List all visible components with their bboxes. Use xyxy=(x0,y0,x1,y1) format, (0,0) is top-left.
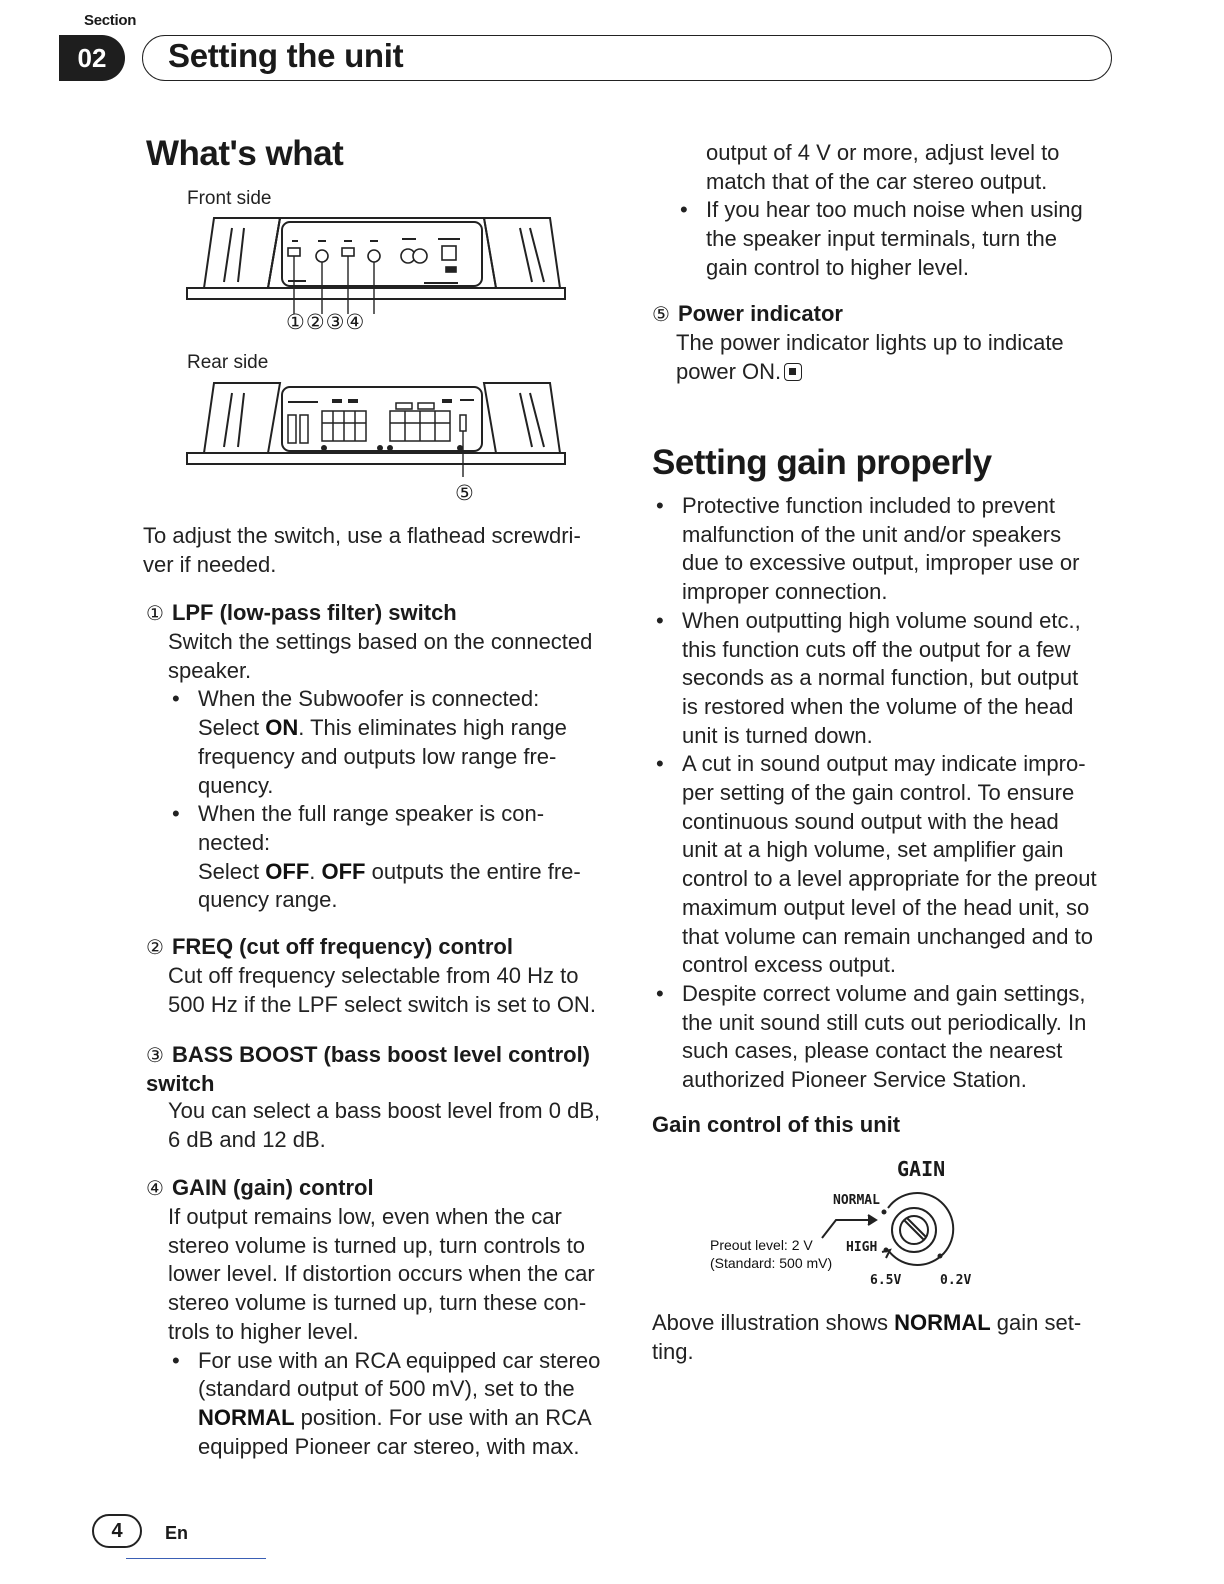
text-line: per setting of the gain control. To ensure xyxy=(682,780,1075,806)
gain-high-label: HIGH xyxy=(846,1240,878,1255)
language-code: En xyxy=(165,1523,189,1543)
rear-side-illustration xyxy=(184,377,568,477)
text-line: The power indicator lights up to indicate xyxy=(676,330,1064,355)
text-segment: power ON. xyxy=(676,358,782,384)
text-line: ting. xyxy=(652,1338,694,1364)
list-item xyxy=(168,685,618,800)
item-title: FREQ (cut off frequency) control xyxy=(171,934,513,959)
text-line: Switch the settings based on the connected xyxy=(168,629,593,654)
footer-rule xyxy=(126,1558,266,1559)
item-number: ① xyxy=(146,603,164,625)
front-side-label: Front side xyxy=(187,188,272,209)
lpf-switch-description xyxy=(168,628,618,915)
text-line: Cut off frequency selectable from 40 Hz to xyxy=(168,963,579,988)
text-line: • A cut in sound output may indicate impro- xyxy=(682,751,1086,777)
list-item xyxy=(652,607,1122,751)
freq-control-heading xyxy=(146,934,513,960)
text-line: frequency and outputs low range fre- xyxy=(198,743,557,769)
text-line: such cases, please contact the nearest xyxy=(682,1038,1063,1064)
gain-control-unit-heading: Gain control of this unit xyxy=(652,1112,901,1137)
text-line: lower level. If distortion occurs when the car xyxy=(168,1261,595,1287)
text-line: • If you hear too much noise when using xyxy=(706,197,1083,223)
text-line: this function cuts off the output for a few xyxy=(682,636,1071,662)
lpf-switch-heading xyxy=(146,600,457,626)
text-line: is restored when the volume of the head xyxy=(682,693,1074,719)
gain-knob-illustration xyxy=(810,1190,970,1285)
gain-control-description xyxy=(168,1203,618,1461)
gain-normal-label: NORMAL xyxy=(833,1193,880,1208)
list-item xyxy=(168,1347,618,1462)
text-line: 6 dB and 12 dB. xyxy=(168,1126,326,1152)
text-line: • When outputting high volume sound etc., xyxy=(682,607,1081,633)
item-number: ② xyxy=(146,937,164,959)
text-line: seconds as a normal function, but output xyxy=(682,665,1079,691)
front-callout-numbers xyxy=(286,310,365,335)
callout-2: ② xyxy=(305,311,326,334)
text-line: control to a level appropriate for the preout xyxy=(682,866,1097,892)
setting-gain-list xyxy=(652,492,1122,1095)
text-line: NORMAL position. For use with an RCA xyxy=(198,1404,592,1430)
power-indicator-description xyxy=(676,329,1126,386)
text-line: control excess output. xyxy=(682,952,897,978)
text-line: match that of the car stereo output. xyxy=(706,168,1048,194)
text-line: malfunction of the unit and/or speakers xyxy=(682,521,1062,547)
text-line: stereo volume is turned up, turn these con- xyxy=(168,1290,587,1316)
text-segment: gain set- xyxy=(990,1310,1082,1335)
item-title: Power indicator xyxy=(677,301,843,326)
item-title: GAIN (gain) control xyxy=(171,1175,374,1200)
text-line: continuous sound output with the head xyxy=(682,808,1059,834)
intro-line: ver if needed. xyxy=(143,551,277,577)
text-line: • For use with an RCA equipped car stereo xyxy=(198,1347,601,1373)
text-line: • When the full range speaker is con- xyxy=(198,801,545,827)
freq-control-description xyxy=(168,962,618,1019)
gain-low-voltage-label: 6.5V xyxy=(870,1273,902,1288)
text-line: the unit sound still cuts out periodically. In xyxy=(682,1009,1087,1035)
item-title: switch xyxy=(146,1071,215,1096)
section-number-badge: 02 xyxy=(59,35,125,81)
text-line: quency. xyxy=(198,772,274,798)
text-line: • When the Subwoofer is connected: xyxy=(198,686,540,712)
bass-boost-description xyxy=(168,1097,618,1154)
text-line: equipped Pioneer car stereo, with max. xyxy=(198,1433,580,1459)
end-of-section-icon xyxy=(784,363,802,381)
text-line: quency range. xyxy=(198,887,338,913)
gain-diagram-title: GAIN xyxy=(897,1157,946,1181)
text-line: speaker. xyxy=(168,657,252,683)
text-line xyxy=(676,358,1126,387)
callout-1: ① xyxy=(286,311,306,334)
list-item xyxy=(676,196,1126,282)
list-item xyxy=(652,492,1122,607)
list-item xyxy=(652,750,1122,980)
intro-line: To adjust the switch, use a flathead screwdri- xyxy=(143,523,581,548)
section-label: Section xyxy=(84,12,137,29)
text-line: gain control to higher level. xyxy=(706,254,969,280)
callout-4: ④ xyxy=(345,311,366,334)
continued-text xyxy=(676,139,1126,283)
list-item xyxy=(652,980,1122,1095)
bass-boost-heading xyxy=(146,1041,590,1098)
item-title: BASS BOOST (bass boost level control) xyxy=(171,1042,591,1067)
text-line: trols to higher level. xyxy=(168,1318,359,1344)
rear-side-label: Rear side xyxy=(187,352,269,373)
text-segment: NORMAL xyxy=(894,1310,991,1335)
callout-3: ③ xyxy=(325,311,346,334)
text-line: that volume can remain unchanged and to xyxy=(682,923,1093,949)
intro-text xyxy=(143,522,613,579)
front-side-illustration xyxy=(184,212,568,340)
item-number: ⑤ xyxy=(652,304,670,326)
item-number: ④ xyxy=(146,1178,164,1200)
whats-what-heading: What's what xyxy=(146,134,344,173)
text-line: output of 4 V or more, adjust level to xyxy=(706,140,1060,165)
text-line: If output remains low, even when the car xyxy=(168,1204,562,1229)
text-line: • Protective function included to prevent xyxy=(682,493,1056,518)
text-line: unit is turned down. xyxy=(682,722,873,748)
page-title: Setting the unit xyxy=(168,37,404,74)
text-line: unit at a high volume, set amplifier gain xyxy=(682,837,1064,863)
item-number: ③ xyxy=(146,1045,164,1067)
text-line: (Standard: 500 mV) xyxy=(710,1255,833,1271)
text-line: Select OFF. OFF outputs the entire fre- xyxy=(198,858,581,884)
list-item xyxy=(168,800,618,915)
text-line: nected: xyxy=(198,829,271,855)
setting-gain-heading: Setting gain properly xyxy=(652,443,992,482)
text-line: maximum output level of the head unit, so xyxy=(682,894,1090,920)
power-indicator-heading xyxy=(652,301,843,327)
text-line: the speaker input terminals, turn the xyxy=(706,226,1057,252)
text-line: • Despite correct volume and gain settings, xyxy=(682,980,1086,1006)
gain-caption xyxy=(652,1309,1122,1366)
gain-control-heading xyxy=(146,1175,374,1201)
text-line: Select ON. This eliminates high range xyxy=(198,715,567,741)
text-line: Preout level: 2 V xyxy=(710,1237,813,1253)
text-line: (standard output of 500 mV), set to the xyxy=(198,1376,575,1402)
text-line: authorized Pioneer Service Station. xyxy=(682,1067,1027,1093)
gain-high-voltage-label: 0.2V xyxy=(940,1273,972,1288)
page-number: 4 xyxy=(92,1514,142,1548)
rear-callout-5: ⑤ xyxy=(455,482,474,505)
text-segment: Above illustration shows xyxy=(652,1310,895,1335)
text-line: stereo volume is turned up, turn controls to xyxy=(168,1232,585,1258)
text-line: due to excessive output, improper use or xyxy=(682,550,1080,576)
text-line: You can select a bass boost level from 0 dB, xyxy=(168,1098,601,1123)
item-title: LPF (low-pass filter) switch xyxy=(171,600,457,625)
text-line: improper connection. xyxy=(682,579,888,605)
text-line xyxy=(652,1309,1122,1338)
text-line: 500 Hz if the LPF select switch is set to ON. xyxy=(168,991,596,1017)
